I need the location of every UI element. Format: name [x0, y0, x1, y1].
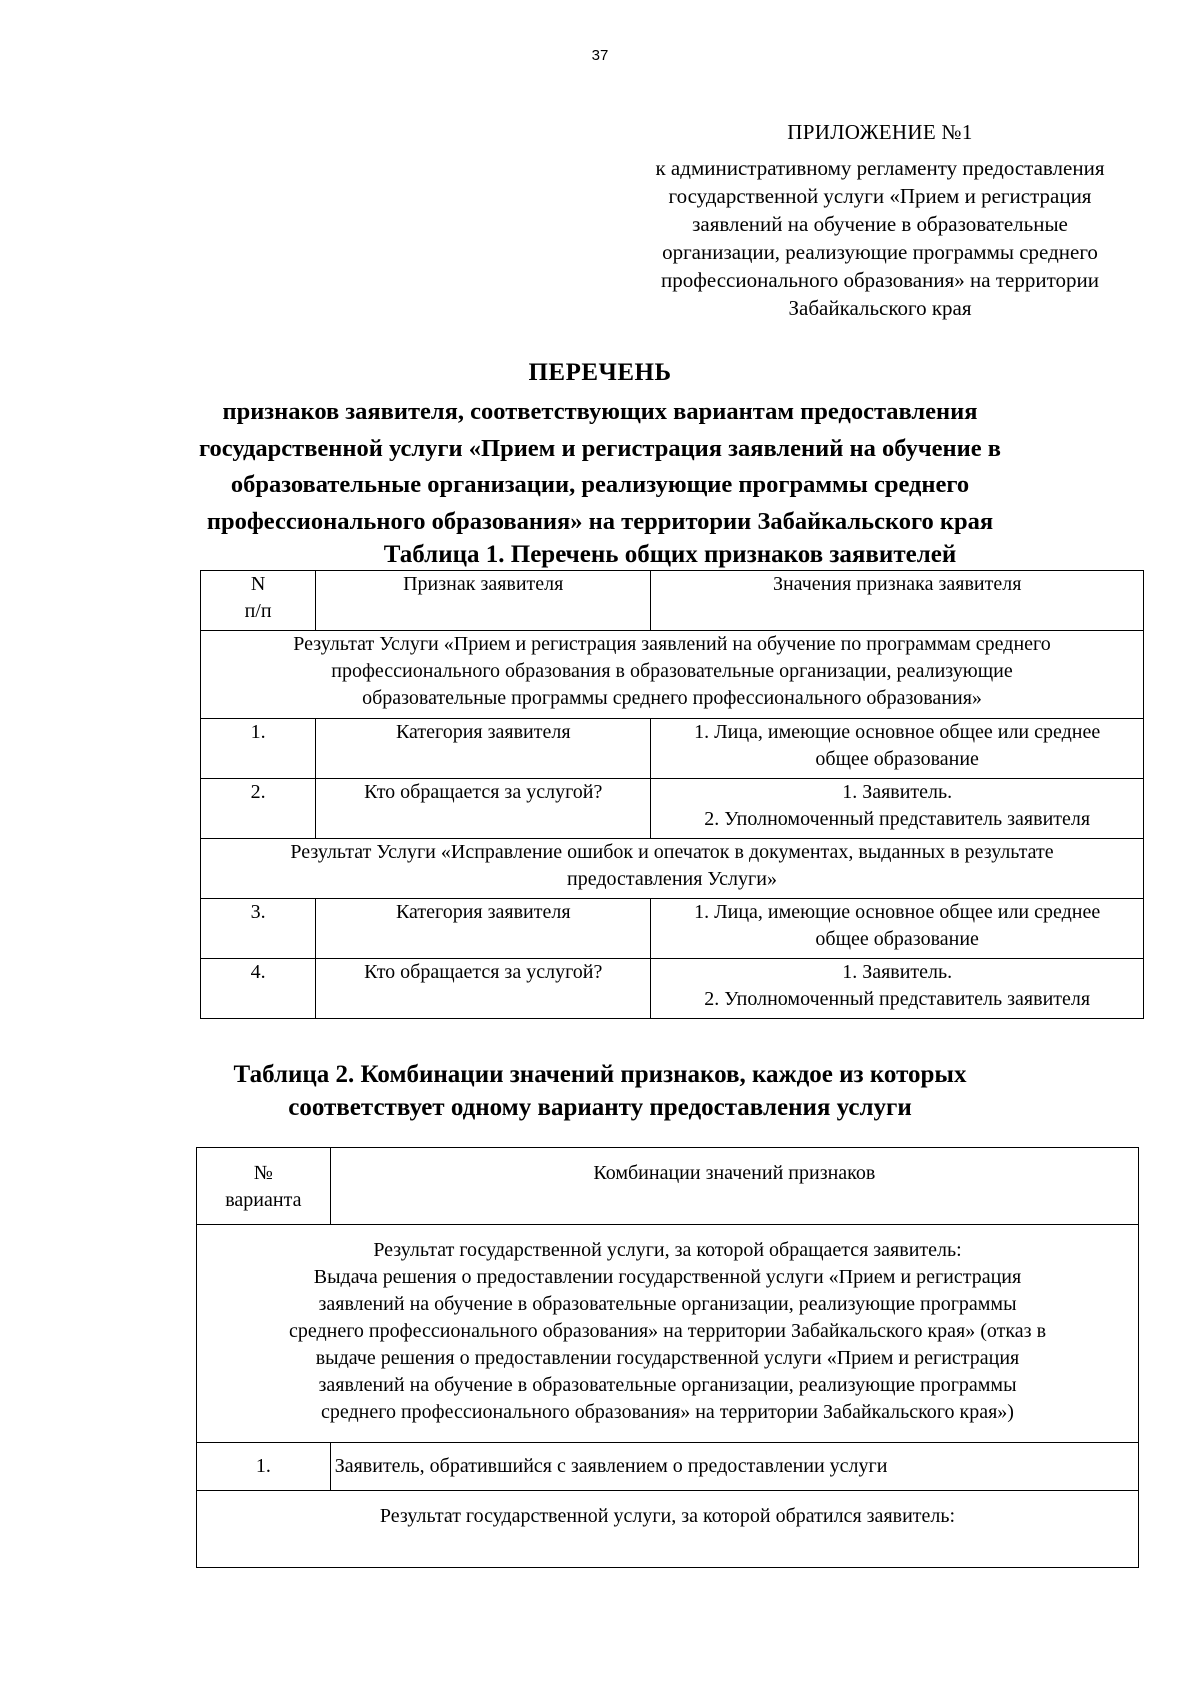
row-values — [651, 899, 1144, 959]
section-row — [201, 839, 1144, 899]
appendix-line: Забайкальского края — [788, 296, 972, 320]
value-line: 1. Лица, имеющие основное общее или среднее — [694, 721, 1101, 743]
section-line: Результат Услуги «Исправление ошибок и опечаток в документах, выданных в результате — [290, 841, 1054, 863]
header-text: N — [250, 573, 266, 595]
section-line: профессионального образования в образовательные организации, реализующие — [331, 660, 1013, 682]
section-title — [197, 1491, 1139, 1568]
value-line: общее образование — [815, 928, 979, 950]
table-row — [201, 779, 1144, 839]
header-text: № — [253, 1162, 273, 1184]
appendix-line: заявлений на обучение в образовательные — [692, 212, 1068, 236]
table1 — [200, 570, 1144, 1019]
subtitle-line: государственной услуги «Прием и регистрация заявлений на обучение в — [199, 434, 1001, 462]
section-row — [197, 1225, 1139, 1443]
document-title: ПЕРЕЧЕНЬ — [528, 359, 672, 386]
value-line: 2. Уполномоченный представитель заявителя — [704, 808, 1091, 830]
appendix-line: государственной услуги «Прием и регистрация — [668, 184, 1092, 208]
document-subtitle — [170, 394, 1030, 540]
header-number — [201, 571, 316, 631]
section-line: предоставления Услуги» — [567, 868, 777, 890]
table2-caption — [150, 1058, 1050, 1124]
row-values — [651, 719, 1144, 779]
section-line: Результат государственной услуги, за которой обратился заявитель: — [379, 1505, 956, 1527]
caption-line: Таблица 2. Комбинации значений признаков, каждое из которых — [233, 1061, 967, 1088]
section-line: среднего профессионального образования» на территории Забайкальского края» (отказ в — [288, 1320, 1047, 1342]
table2 — [196, 1147, 1139, 1568]
value-line: 1. Заявитель. — [842, 781, 953, 803]
section-row — [197, 1491, 1139, 1568]
table-header-row — [197, 1148, 1139, 1225]
section-line: образовательные программы среднего профессионального образования» — [362, 687, 982, 709]
row-values — [651, 779, 1144, 839]
section-line: Результат государственной услуги, за которой обращается заявитель: — [373, 1239, 962, 1261]
header-values: Значения признака заявителя — [651, 571, 1144, 631]
table-row — [201, 899, 1144, 959]
table-header-row — [201, 571, 1144, 631]
header-text: варианта — [225, 1189, 302, 1211]
header-attribute: Признак заявителя — [316, 571, 651, 631]
section-line: заявлений на обучение в образовательные организации, реализующие программы — [318, 1374, 1017, 1396]
table-row — [201, 719, 1144, 779]
subtitle-line: признаков заявителя, соответствующих вариантам предоставления — [222, 398, 978, 425]
row-attribute: Категория заявителя — [316, 899, 651, 959]
row-number: 4. — [201, 959, 316, 1019]
section-title — [201, 631, 1144, 719]
row-number: 3. — [201, 899, 316, 959]
value-line: 2. Уполномоченный представитель заявителя — [704, 988, 1091, 1010]
appendix-title: ПРИЛОЖЕНИЕ №1 — [787, 120, 973, 144]
section-line: Результат Услуги «Прием и регистрация заявлений на обучение по программам среднего — [293, 633, 1051, 655]
subtitle-line: образовательные организации, реализующие программы среднего — [230, 471, 970, 498]
section-row — [201, 631, 1144, 719]
document-heading — [170, 357, 1030, 540]
page-number: 37 — [591, 47, 609, 64]
table1-caption: Таблица 1. Перечень общих признаков заявителей — [383, 541, 957, 568]
header-number — [197, 1148, 331, 1225]
appendix-line: организации, реализующие программы среднего — [662, 240, 1098, 264]
row-number: 2. — [201, 779, 316, 839]
row-text: Заявитель, обратившийся с заявлением о предоставлении услуги — [330, 1443, 1138, 1491]
row-number: 1. — [197, 1443, 331, 1491]
appendix-block — [610, 118, 1150, 322]
row-values — [651, 959, 1144, 1019]
caption-line: соответствует одному варианту предоставления услуги — [288, 1094, 912, 1121]
table-row — [201, 959, 1144, 1019]
appendix-line: к административному регламенту предоставления — [655, 156, 1105, 180]
row-attribute: Кто обращается за услугой? — [316, 779, 651, 839]
section-line: Выдача решения о предоставлении государственной услуги «Прием и регистрация — [313, 1266, 1022, 1288]
section-title — [201, 839, 1144, 899]
appendix-line: профессионального образования» на территории — [661, 268, 1099, 292]
value-line: 1. Лица, имеющие основное общее или среднее — [694, 901, 1101, 923]
value-line: 1. Заявитель. — [842, 961, 953, 983]
section-line: среднего профессионального образования» на территории Забайкальского края») — [321, 1401, 1014, 1423]
section-line: выдаче решения о предоставлении государственной услуги «Прием и регистрация — [315, 1347, 1020, 1369]
row-attribute: Кто обращается за услугой? — [316, 959, 651, 1019]
value-line: общее образование — [815, 748, 979, 770]
section-title — [197, 1225, 1139, 1443]
subtitle-line: профессионального образования» на территории Забайкальского края — [206, 507, 994, 535]
header-text: п/п — [244, 600, 272, 622]
row-number: 1. — [201, 719, 316, 779]
row-attribute: Категория заявителя — [316, 719, 651, 779]
section-line: заявлений на обучение в образовательные организации, реализующие программы — [318, 1293, 1017, 1315]
header-combinations: Комбинации значений признаков — [330, 1148, 1138, 1225]
table-row — [197, 1443, 1139, 1491]
